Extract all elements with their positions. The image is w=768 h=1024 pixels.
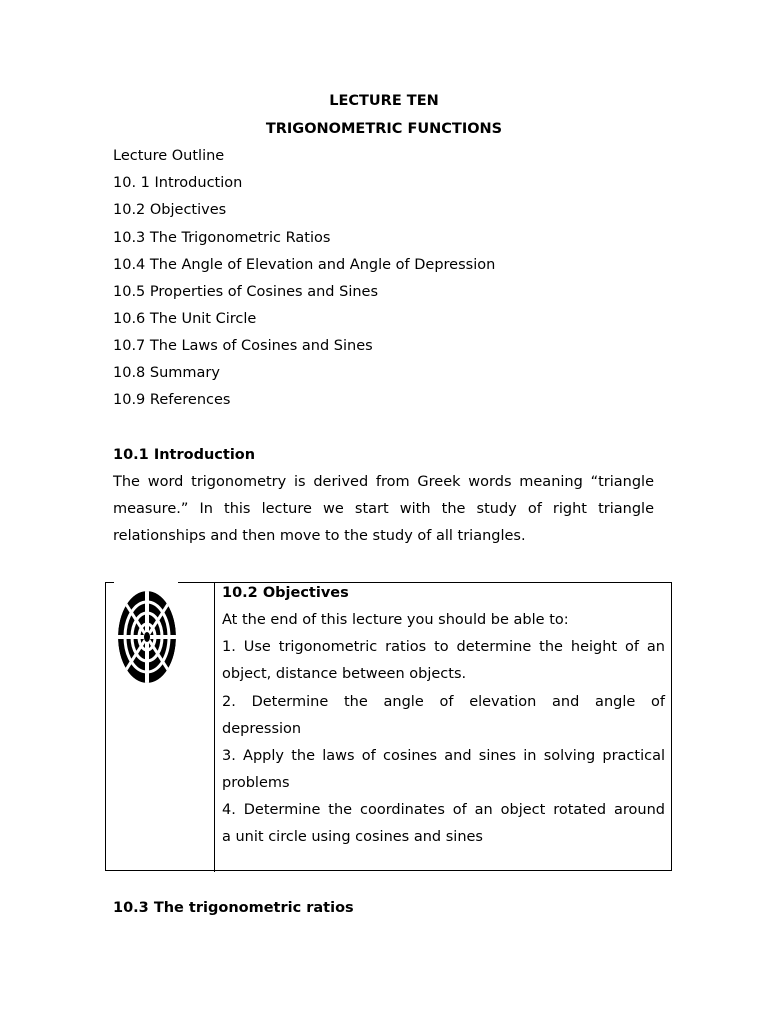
outline-item: 10.7 The Laws of Cosines and Sines (113, 338, 373, 354)
outline-item: 10.3 The Trigonometric Ratios (113, 230, 331, 246)
objectives-line: a unit circle using cosines and sines (222, 829, 483, 845)
lecture-subject-title: TRIGONOMETRIC FUNCTIONS (265, 121, 503, 137)
objectives-heading: 10.2 Objectives (222, 585, 349, 601)
lecture-number-title: LECTURE TEN (329, 93, 439, 109)
outline-item: 10.9 References (113, 392, 231, 408)
introduction-line: The word trigonometry is derived from Greek words meaning “triangle (113, 474, 654, 490)
outline-item: 10.2 Objectives (113, 202, 227, 218)
outline-item: 10. 1 Introduction (113, 175, 243, 191)
objectives-line: 2. Determine the angle of elevation and angle of (222, 694, 665, 710)
outline-item: 10.8 Summary (113, 365, 220, 381)
outline-item: 10.4 The Angle of Elevation and Angle of Depression (113, 257, 496, 273)
outline-heading: Lecture Outline (113, 148, 225, 164)
objectives-line: problems (222, 775, 290, 791)
introduction-line: relationships and then move to the study of all triangles. (113, 528, 526, 544)
objectives-line: depression (222, 721, 302, 737)
outline-item: 10.6 The Unit Circle (113, 311, 257, 327)
objectives-line: 1. Use trigonometric ratios to determine the height of an (222, 639, 665, 655)
target-icon (117, 590, 177, 684)
objectives-line: 4. Determine the coordinates of an object rotated around (222, 802, 665, 818)
objectives-line: At the end of this lecture you should be able to: (222, 612, 569, 628)
box-column-divider (214, 583, 215, 872)
introduction-line: measure.” In this lecture we start with the study of right triangle (113, 501, 654, 517)
introduction-heading: 10.1 Introduction (113, 447, 256, 463)
trigonometric-ratios-heading: 10.3 The trigonometric ratios (113, 900, 354, 916)
objectives-box (105, 582, 672, 871)
box-border-gap (114, 582, 178, 584)
objectives-line: 3. Apply the laws of cosines and sines in solving practical (222, 748, 665, 764)
objectives-line: object, distance between objects. (222, 666, 467, 682)
outline-item: 10.5 Properties of Cosines and Sines (113, 284, 379, 300)
